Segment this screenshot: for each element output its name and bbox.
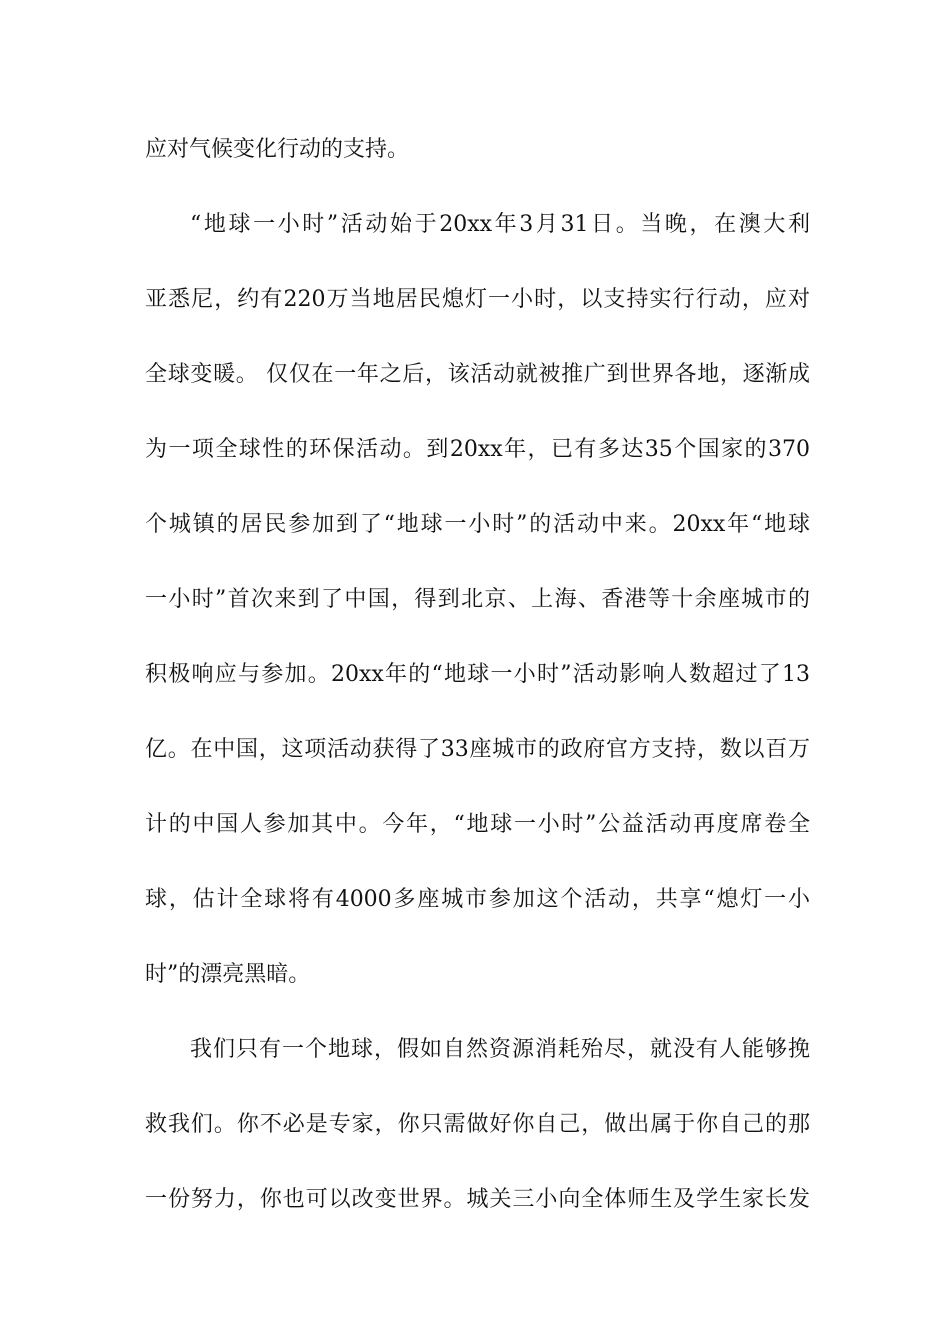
text-line-1: 应对气候变化行动的支持。 xyxy=(145,137,410,162)
text-line-14: 救我们。你不必是专家，你只需做好你自己，做出属于你自己的那 xyxy=(145,1112,810,1137)
text-line-7: 一小时”首次来到了中国，得到北京、上海、香港等十余座城市的 xyxy=(145,587,810,612)
text-line-2: “地球一小时”活动始于20xx年3月31日。当晚，在澳大利 xyxy=(190,212,810,237)
text-line-13: 我们只有一个地球，假如自然资源消耗殆尽，就没有人能够挽 xyxy=(190,1037,810,1062)
text-line-8: 积极响应与参加。20xx年的“地球一小时”活动影响人数超过了13 xyxy=(145,662,810,687)
text-line-4: 全球变暖。 仅仅在一年之后，该活动就被推广到世界各地，逐渐成 xyxy=(145,362,810,387)
text-line-9: 亿。在中国，这项活动获得了33座城市的政府官方支持，数以百万 xyxy=(145,737,810,762)
text-line-3: 亚悉尼，约有220万当地居民熄灯一小时，以支持实行行动，应对 xyxy=(145,287,810,312)
text-line-11: 球，估计全球将有4000多座城市参加这个活动，共享“熄灯一小 xyxy=(145,887,810,912)
text-line-15: 一份努力，你也可以改变世界。城关三小向全体师生及学生家长发 xyxy=(145,1187,810,1212)
text-line-5: 为一项全球性的环保活动。到20xx年，已有多达35个国家的370 xyxy=(145,437,810,462)
text-line-10: 计的中国人参加其中。今年，“地球一小时”公益活动再度席卷全 xyxy=(145,812,810,837)
text-line-6: 个城镇的居民参加到了“地球一小时”的活动中来。20xx年“地球 xyxy=(145,512,810,537)
text-line-12: 时”的漂亮黑暗。 xyxy=(145,962,311,987)
